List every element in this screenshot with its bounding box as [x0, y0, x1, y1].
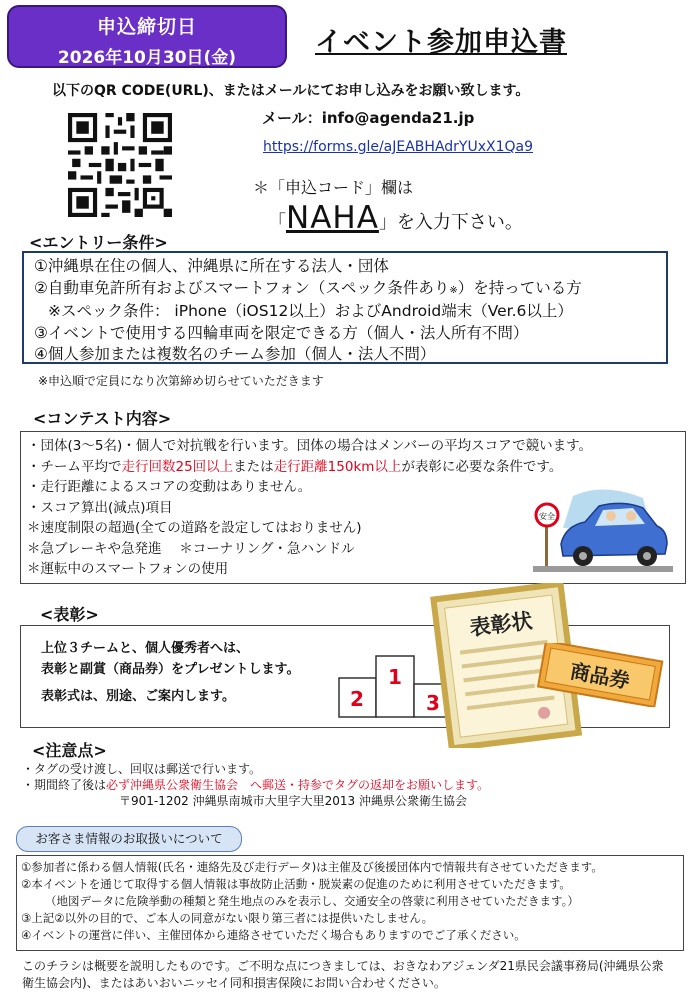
contest-line-6: ＊急ブレーキや急発進 ＊コーナリング・急ハンドル: [27, 540, 355, 557]
car-illustration-icon: [533, 488, 673, 578]
award-heading: <表彰>: [40, 605, 99, 624]
code-value: NAHA: [286, 200, 379, 236]
deadline-date: 2026年10月30日(金): [57, 48, 237, 68]
code-instruction: [268, 200, 523, 236]
mail-contact: [262, 107, 474, 128]
code-note: ＊「申込コード」欄は: [253, 178, 414, 197]
entry-heading: <エントリー条件>: [29, 233, 168, 252]
deadline-badge: [7, 5, 287, 68]
privacy-item-2: ②本イベントを通じて取得する個人情報は事故防止活動・脱炭素の促進のために利用させていただきます。: [21, 877, 571, 891]
award-line-3: 表彰式は、別途、ご案内します。: [41, 689, 235, 704]
mail-address[interactable]: info@agenda21.jp: [321, 109, 475, 127]
voucher-text: 商品券: [568, 658, 632, 694]
podium-third: 3: [426, 691, 440, 715]
privacy-tab: お客さま情報のお取扱いについて: [16, 826, 242, 852]
privacy-item-3: ③上記②以外の目的で、ご本人の同意がない限り第三者には提供いたしません。: [21, 911, 434, 925]
intro-text: 以下のQR CODE(URL)、またはメールにてお申し込みをお願い致します。: [52, 83, 530, 99]
contest-line-5: ＊速度制限の超過(全ての道路を設定してはおりません): [27, 520, 362, 536]
contest-line-2: ・チーム平均で走行回数25回以上または走行距離150km以上が表彰に必要な条件です。: [27, 458, 563, 475]
entry-note: ※申込順で定員になり次第締め切らせていただきます: [38, 374, 324, 388]
footer-line-2: 衛生協会内)、またはあいおいニッセイ同和損害保険にお問い合わせください。: [22, 976, 446, 990]
entry-conditions-box: [22, 251, 668, 364]
contest-line-4: ・スコア算出(減点)項目: [27, 499, 173, 516]
contest-heading: <コンテスト内容>: [33, 409, 172, 428]
footer-line-1: このチラシは概要を説明したものです。ご不明な点につきましては、おきなわアジェンダ21県民会議事務局(沖縄県公衆: [22, 959, 664, 973]
contest-line-7: ＊運転中のスマートフォンの使用: [27, 561, 229, 577]
notice-heading: <注意点>: [32, 741, 107, 760]
code-open: 「: [268, 212, 286, 233]
podium-first: 1: [388, 665, 402, 689]
mail-label: メール：: [262, 109, 322, 127]
podium-second: 2: [350, 687, 364, 711]
award-line-1: 上位３チームと、個人優秀者へは、: [41, 641, 250, 656]
deadline-label: 申込締切日: [96, 16, 197, 38]
voucher-icon: [535, 643, 665, 707]
code-close: 」を入力下さい。: [378, 212, 523, 233]
footer-text: [22, 958, 664, 992]
form-url-link[interactable]: https://forms.gle/aJEABHAdrYUxX1Qa9: [263, 139, 533, 155]
notice-line-2: ・期間終了後は必ず沖縄県公衆衛生協会 へ郵送・持参でタグの返却をお願いします。: [22, 778, 490, 792]
entry-item-3: ③イベントで使用する四輪車両を限定できる方（個人・法人所有不問）: [34, 323, 529, 342]
notice-line-1: ・タグの受け渡し、回収は郵送で行います。: [22, 762, 262, 776]
entry-item-1: ①沖縄県在住の個人、沖縄県に所在する法人・団体: [34, 257, 389, 275]
privacy-item-2-note: （地図データに危険挙動の種類と発生地点のみを表示し、交通安全の啓蒙に利用させていただきます。）: [45, 894, 579, 908]
privacy-item-1: ①参加者に係わる個人情報(氏名・連絡先及び走行データ)は主催及び後援団体内で情報共有させていただきます。: [21, 860, 603, 874]
qr-code-icon[interactable]: [68, 113, 172, 217]
notice-address: 〒901-1202 沖縄県南城市大里字大里2013 沖縄県公衆衛生協会: [119, 794, 467, 808]
sign-text: 安全: [539, 512, 555, 521]
privacy-item-4: ④イベントの運営に伴い、主催団体から連絡させていただく場合もありますのでご了承ください。: [21, 928, 526, 942]
notice-text: [22, 761, 489, 809]
page-title: イベント参加申込書: [315, 27, 567, 58]
entry-item-spec: ※スペック条件： iPhone（iOS12以上）およびAndroid端末（Ver.6以上）: [48, 302, 573, 320]
award-line-2: 表彰と副賞（商品券）をプレゼントします。: [41, 662, 300, 677]
certificate-title: 表彰状: [468, 608, 534, 641]
entry-item-2: ②自動車免許所有およびスマートフォン（スペック条件あり※）を持っている方: [34, 278, 582, 297]
entry-item-4: ④個人参加または複数名のチーム参加（個人・法人不問）: [34, 345, 436, 363]
contest-line-1: ・団体(3～5名)・個人で対抗戦を行います。団体の場合はメンバーの平均スコアで競います。: [27, 438, 593, 454]
privacy-box: [16, 855, 684, 951]
contest-line-3: ・走行距離によるスコアの変動はありません。: [27, 479, 312, 495]
